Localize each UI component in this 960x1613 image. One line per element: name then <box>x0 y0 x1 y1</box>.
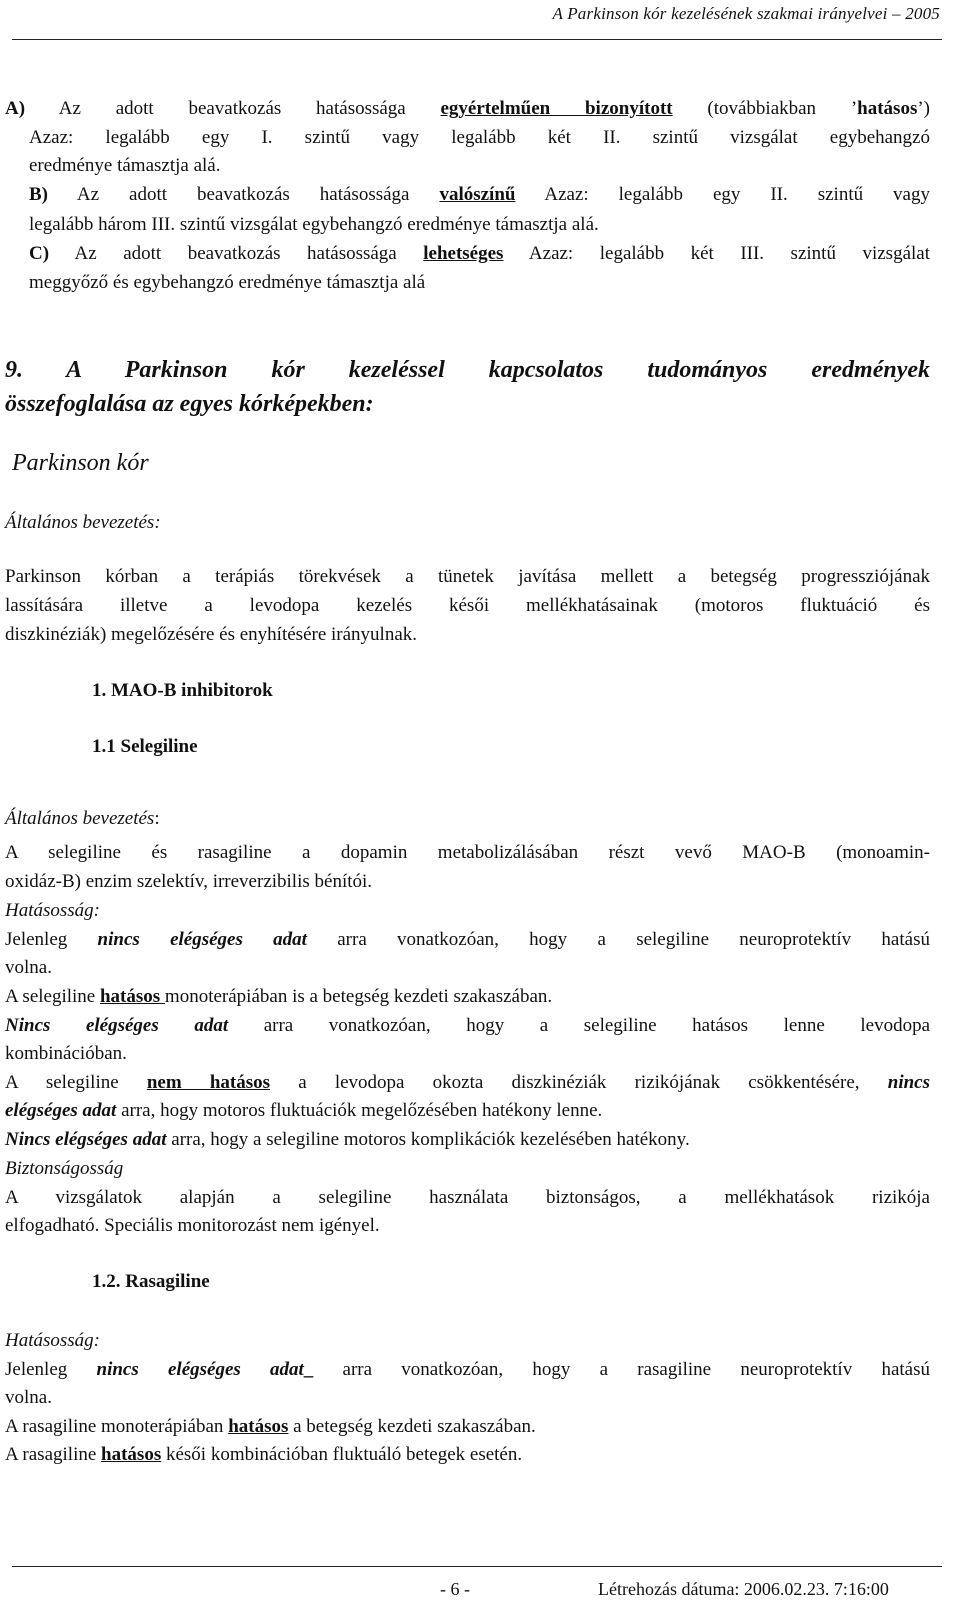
eff3-text-b: arra vonatkozóan <box>228 1015 426 1036</box>
ras2-text-c: a betegség kezdeti szakaszában. <box>288 1416 536 1437</box>
ras1-underscore: _ <box>303 1359 314 1380</box>
grade-a-text3: ’) <box>917 98 930 119</box>
selegiline-efficacy-label: Hatásosság: <box>5 900 101 921</box>
grade-a-hatasos: hatásos <box>857 98 918 119</box>
eff2-emph: hatásos <box>99 986 165 1007</box>
eff1-emph: nincs elégséges adat <box>97 929 307 950</box>
parkinson-heading: Parkinson kór <box>12 450 149 476</box>
grade-a-text2: (továbbiakban ’ <box>672 98 858 119</box>
eff1-text-a: Jelenleg <box>5 929 98 950</box>
selegiline-eff-line2 <box>5 986 552 1008</box>
selegiline-intro-label: Általános bevezetés <box>5 808 155 829</box>
ras1-text-d: arra vonatkozóan, hogy a rasagiline neuroprotektív hatású <box>313 1359 930 1380</box>
eff2-text-a: A selegiline <box>5 986 100 1007</box>
grade-a-text: Az adott beavatkozás hatásossága <box>25 98 441 119</box>
rasagiline-eff-line2 <box>5 1416 536 1438</box>
selegiline-eff-line1 <box>5 929 930 951</box>
grade-c-label: C) <box>29 243 50 264</box>
eff4-emph: nem hatásos <box>146 1072 271 1093</box>
safety-label: Biztonságosság <box>5 1158 124 1179</box>
eff4-text-c: a levodopa okozta diszkinéziák rizikójának csökkentésére, <box>270 1072 888 1093</box>
selegiline-intro-label-line <box>5 808 160 830</box>
intro-para-line1: Parkinson kórban a terápiás törekvések a tünetek javítása mellett a betegség progressziójának <box>5 566 930 587</box>
eff4-text-a: A selegiline <box>5 1072 147 1093</box>
ras3-text-a: A rasagiline <box>5 1444 102 1465</box>
ras2-text-a: A rasagiline monoterápiában <box>5 1416 229 1437</box>
selegiline-intro-line2: oxidáz-B) enzim szelektív, irreverzibilis bénítói. <box>5 871 373 892</box>
header-divider <box>12 39 942 40</box>
grade-c-line2: meggyőző és egybehangzó eredménye támasztja alá <box>29 272 426 293</box>
ras3-text-c: késői kombinációban fluktuáló betegek esetén. <box>161 1444 523 1465</box>
selegiline-eff-line3 <box>5 1015 930 1037</box>
grade-a-line2: Azaz: legalább egy I. szintű vagy legalább két II. szintű vizsgálat egybehangzó <box>29 127 930 148</box>
intro-para-line3: diszkinéziák) megelőzésére és enyhítésére irányulnak. <box>5 624 418 645</box>
eff1-text-c: arra vonatkozóan, hogy a selegiline neuroprotektív hatású <box>306 929 930 950</box>
rasagiline-eff-line1 <box>5 1359 930 1381</box>
grade-b-line <box>29 184 930 206</box>
selegiline-eff-line1b: volna. <box>5 957 52 978</box>
grade-a-line3: eredménye támasztja alá. <box>29 155 221 176</box>
intro-para-line2: lassítására illetve a levodopa kezelés késői mellékhatásainak (motoros fluktuáció és <box>5 595 930 616</box>
ras1-text-a: Jelenleg <box>5 1359 97 1380</box>
grade-c-text: Az adott beavatkozás hatásossága <box>49 243 424 264</box>
footer-divider <box>12 1566 942 1567</box>
eff6-emph: Nincs elégséges adat <box>5 1129 167 1150</box>
rasagiline-heading: 1.2. Rasagiline <box>92 1271 210 1292</box>
selegiline-eff-line6 <box>5 1129 690 1151</box>
safety-line2: elfogadható. Speciális monitorozást nem igényel. <box>5 1215 380 1236</box>
grade-a-label: A) <box>5 98 26 119</box>
grade-b-line2: legalább három III. szintű vizsgálat egybehangzó eredménye támasztja alá. <box>29 214 599 235</box>
grade-c-term: lehetséges <box>423 243 504 264</box>
eff3-emph: Nincs elégséges adat <box>5 1015 229 1036</box>
eff6-text-b: arra, hogy a selegiline motoros komplikációk kezelésében hatékony. <box>166 1129 690 1150</box>
rasagiline-eff-line1b: volna. <box>5 1387 52 1408</box>
eff3-text-d: hogy a selegiline hatásos lenne levodopa <box>430 1015 931 1036</box>
eff4-emph2: nincs <box>887 1072 930 1093</box>
selegiline-heading: 1.1 Selegiline <box>92 736 198 757</box>
grade-c-line <box>29 243 930 265</box>
ras1-emph: nincs elégséges adat <box>96 1359 304 1380</box>
safety-line1: A vizsgálatok alapján a selegiline használata biztonságos, a mellékhatások rizikója <box>5 1187 930 1208</box>
eff3-comma: , <box>425 1015 431 1036</box>
rasagiline-eff-line3 <box>5 1444 522 1466</box>
ras3-emph: hatásos <box>101 1444 162 1465</box>
selegiline-eff-line3b: kombinációban. <box>5 1043 127 1064</box>
grade-b-text2: Azaz: legalább egy II. szintű vagy <box>515 184 930 205</box>
grade-c-text2: Azaz: legalább két III. szintű vizsgálat <box>503 243 930 264</box>
eff5-emph: elégséges adat <box>5 1100 117 1121</box>
grade-a-line <box>5 98 930 120</box>
mao-b-heading: 1. MAO-B inhibitorok <box>92 680 273 701</box>
eff5-text-b: arra, hogy motoros fluktuációk megelőzésében hatékony lenne. <box>116 1100 603 1121</box>
grade-a-term: egyértelműen bizonyított <box>440 98 673 119</box>
eff2-text-c: monoterápiában is a betegség kezdeti szakaszában. <box>164 986 553 1007</box>
rasagiline-efficacy-label: Hatásosság: <box>5 1330 101 1351</box>
selegiline-eff-line5 <box>5 1100 602 1122</box>
grade-b-term: valószínű <box>439 184 516 205</box>
grade-b-label: B) <box>29 184 48 205</box>
selegiline-intro-line1: A selegiline és rasagiline a dopamin metabolizálásában részt vevő MAO-B (monoamin- <box>5 842 930 863</box>
page-number: - 6 - <box>440 1579 470 1599</box>
creation-date: Létrehozás dátuma: 2006.02.23. 7:16:00 <box>598 1579 889 1599</box>
ras2-emph: hatásos <box>228 1416 289 1437</box>
section-9-heading-line2: összefoglalása az egyes kórképekben: <box>5 391 374 417</box>
selegiline-intro-colon: : <box>154 808 160 829</box>
selegiline-eff-line4 <box>5 1072 930 1094</box>
section-9-heading-line1: 9. A Parkinson kór kezeléssel kapcsolatos tudományos eredmények <box>5 357 930 383</box>
general-intro-label: Általános bevezetés: <box>5 512 161 533</box>
grade-b-text: Az adott beavatkozás hatásossága <box>48 184 440 205</box>
page-header: A Parkinson kór kezelésének szakmai irányelvei – 2005 <box>552 4 940 23</box>
